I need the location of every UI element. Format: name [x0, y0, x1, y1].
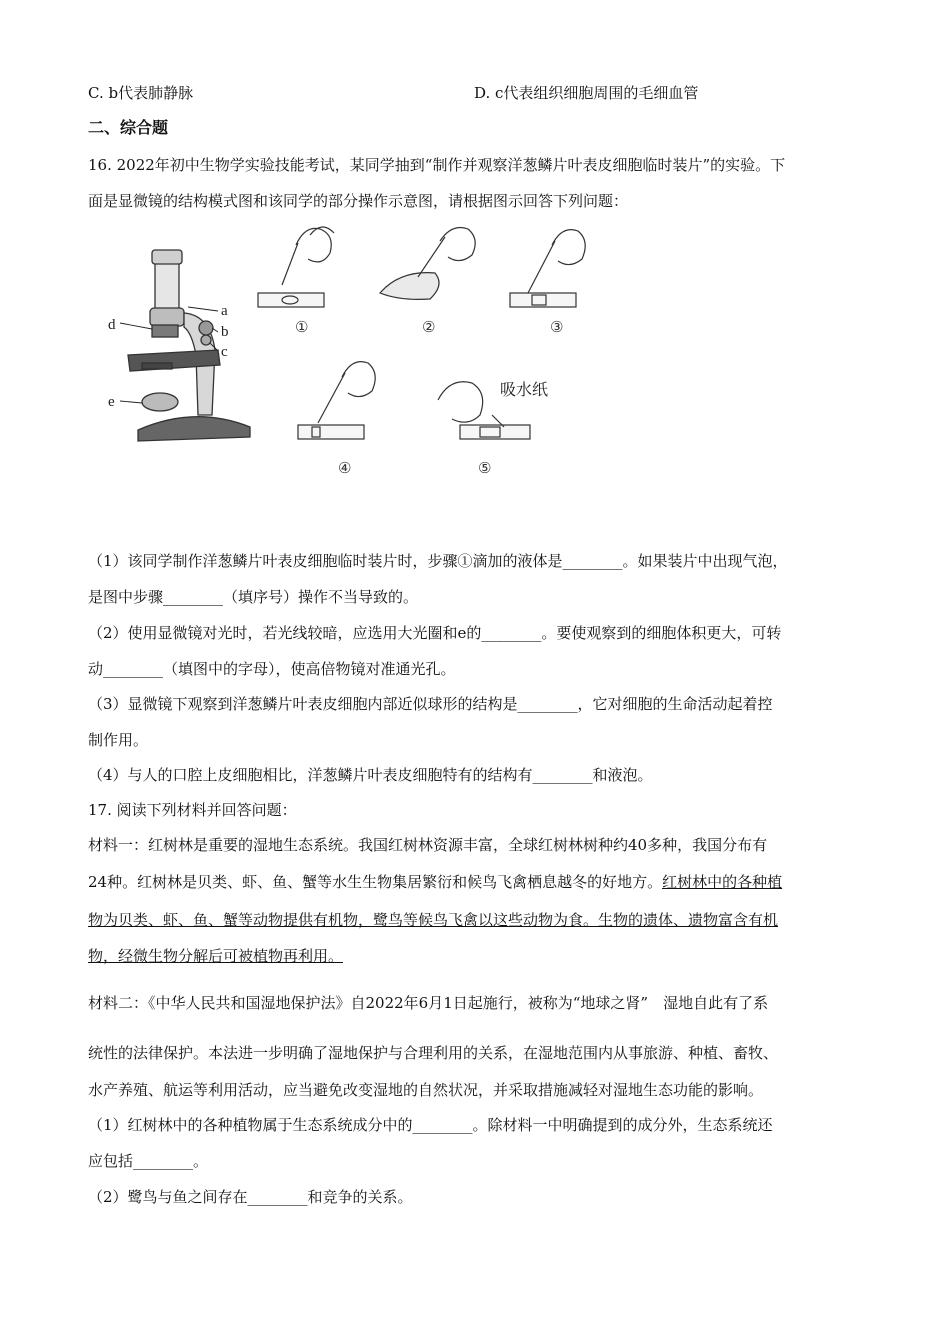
material1-underlined-text: 红树林中的各种植: [662, 873, 783, 891]
q17-material1-line1: 材料一：红树林是重要的湿地生态系统。我国红树林资源丰富，全球红树林树种约40多种，我国分布有: [88, 836, 768, 854]
q17-material1-line3: 物为贝类、虾、鱼、蟹等动物提供有机物，鹭鸟等候鸟飞禽以这些动物为食。生物的遗体、遗物富含有机: [88, 911, 779, 929]
label-e: e: [108, 394, 115, 410]
step-label-4: ④: [338, 459, 352, 477]
q16-part3-line2: 制作用。: [88, 731, 149, 749]
blotting-paper-label: 吸水纸: [500, 380, 549, 399]
label-c: c: [221, 344, 228, 360]
step-label-2: ②: [422, 318, 436, 336]
step1-drawing: [258, 227, 334, 307]
q17-material2-line3: 水产养殖、航运等利用活动，应当避免改变湿地的自然状况，并采取措施减轻对湿地生态功能的影响。: [88, 1081, 764, 1099]
q17-material1-line2: [88, 872, 782, 892]
q16-part1-line2: 是图中步骤________（填序号）操作不当导致的。: [88, 588, 419, 606]
label-d: d: [108, 317, 116, 333]
option-c: C. b代表肺静脉: [88, 84, 194, 102]
q16-stem-line2: 面是显微镜的结构模式图和该同学的部分操作示意图，请根据图示回答下列问题：: [88, 192, 629, 210]
q16-part2-line2: 动________（填图中的字母），使高倍物镜对准通光孔。: [88, 660, 456, 678]
label-b: b: [221, 324, 229, 340]
q17-material2-line1: 材料二：《中华人民共和国湿地保护法》自2022年6月1日起施行，被称为“地球之肾” 湿地自此有了系: [88, 994, 769, 1012]
microscope-drawing: [128, 250, 250, 441]
q16-part2-line1: （2）使用显微镜对光时，若光线较暗，应选用大光圈和e的________。要使观察到的细胞体积更大，可转: [88, 624, 782, 642]
q17-material1-line4: 物，经微生物分解后可被植物再利用。: [88, 947, 344, 965]
step3-drawing: [510, 230, 585, 307]
step-label-5: ⑤: [478, 459, 492, 477]
q17-part2: （2）鹭鸟与鱼之间存在________和竞争的关系。: [88, 1188, 413, 1206]
q17-part1-line2: 应包括________。: [88, 1152, 209, 1170]
step2-drawing: [380, 228, 475, 300]
q17-stem: 17. 阅读下列材料并回答问题：: [88, 801, 297, 819]
option-d: D. c代表组织细胞周围的毛细血管: [474, 84, 699, 102]
microscope-and-steps-figure: [100, 215, 660, 490]
q17-part1-line1: （1）红树林中的各种植物属于生态系统成分中的________。除材料一中明确提到的成分外，生态系统还: [88, 1116, 773, 1134]
step4-drawing: [298, 362, 375, 439]
q16-part3-line1: （3）显微镜下观察到洋葱鳞片叶表皮细胞内部近似球形的结构是________，它对细胞的生命活动起着控: [88, 695, 773, 713]
figure-drawing: [100, 215, 660, 490]
q17-material2-line2: 统性的法律保护。本法进一步明确了湿地保护与合理利用的关系，在湿地范围内从事旅游、种植、畜牧、: [88, 1044, 779, 1062]
step-label-3: ③: [550, 318, 564, 336]
q16-part4: （4）与人的口腔上皮细胞相比，洋葱鳞片叶表皮细胞特有的结构有________和液泡。: [88, 766, 653, 784]
material1-plain-text: 24种。红树林是贝类、虾、鱼、蟹等水生生物集居繁衍和候鸟飞禽栖息越冬的好地方。: [88, 873, 663, 891]
q16-stem-line1: 16. 2022年初中生物学实验技能考试，某同学抽到“制作并观察洋葱鳞片叶表皮细胞临时装片”的实验。下: [88, 156, 786, 174]
q16-part1-line1: （1）该同学制作洋葱鳞片叶表皮细胞临时装片时，步骤①滴加的液体是________。如果装片中出现气泡，: [88, 552, 788, 570]
label-a: a: [221, 303, 228, 319]
step-label-1: ①: [295, 318, 309, 336]
section-title: 二、综合题: [88, 118, 169, 137]
